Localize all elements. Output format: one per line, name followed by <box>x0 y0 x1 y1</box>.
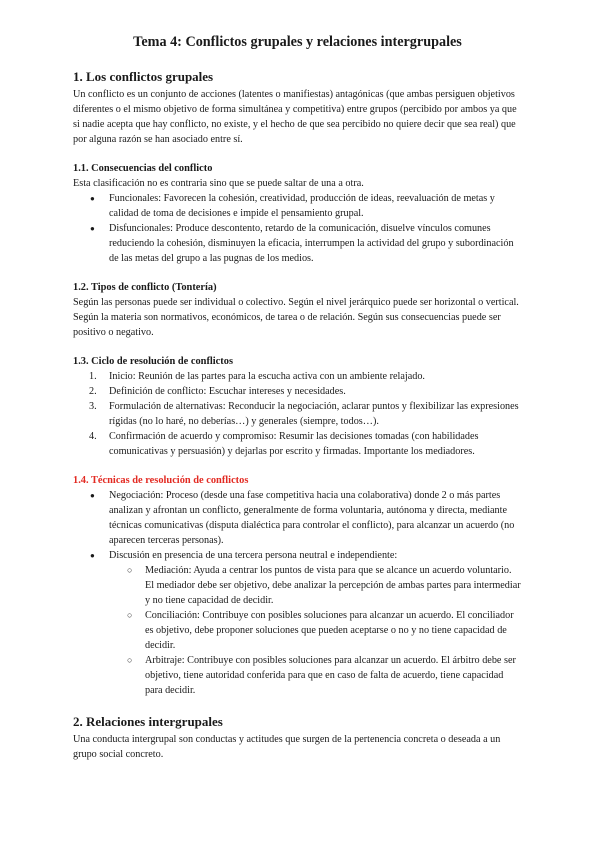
section-heading: 2. Relaciones intergrupales <box>73 714 223 729</box>
sub-bullet-list <box>109 563 522 698</box>
sub-list-item: ○ Mediación: Ayuda a centrar los puntos de vista para que se alcance un acuerdo voluntario. El mediador debe ser objetivo, debe analizar la percepción de ambas partes para intermediar y no tiene capacidad de decidir. <box>73 563 522 608</box>
list-number: 2. <box>89 386 97 397</box>
list-number: 3. <box>89 401 97 412</box>
subsection-heading-highlighted: 1.4. Técnicas de resolución de conflictos <box>73 475 249 486</box>
list-number: 1. <box>89 371 97 382</box>
subsection-heading: 1.1. Consecuencias del conflicto <box>73 163 213 174</box>
bullet-list <box>73 191 522 266</box>
subsection-heading: 1.2. Tipos de conflicto (Tontería) <box>73 282 217 293</box>
list-item: ● Negociación: Proceso (desde una fase competitiva hacia una colaborativa) donde 2 o más partes analizan y afrontan un conflicto, generalmente de forma voluntaria, autónoma y directa, mediante técnicas comunicativas (disputa dialéctica para controlar el conflicto), para alcanzar un acuerdo (no aparecen terceras personas). <box>73 488 522 548</box>
paragraph: Una conducta intergrupal son conductas y actitudes que surgen de la pertenencia concreta o deseada a un grupo social concreto. <box>73 734 501 760</box>
numbered-list <box>73 369 522 459</box>
list-item <box>73 384 522 399</box>
list-number: 4. <box>89 431 97 442</box>
list-item-text: Confirmación de acuerdo y compromiso: Resumir las decisiones tomadas (con habilidades comunicativas y persuasión) y dejarlas por escrito y firmadas. Importante los mediadores. <box>109 431 479 457</box>
paragraph: Un conflicto es un conjunto de acciones (latentes o manifiestas) antagónicas (que ambas persiguen objetivos diferentes o el mismo objetivo de forma simultánea y competitiva) entre grupos (percibido por ambos ya que si nadie acepta que hay conflicto, no existe, y el hecho de que sea percibido no quiere decir que sea real) que por alguna razón se han asociado entre sí. <box>73 89 517 145</box>
subsection-heading: 1.3. Ciclo de resolución de conflictos <box>73 356 233 367</box>
bullet-list <box>73 488 522 698</box>
page-title: Tema 4: Conflictos grupales y relaciones intergrupales <box>133 34 462 50</box>
list-item: ● Funcionales: Favorecen la cohesión, creatividad, producción de ideas, reevaluación de metas y calidad de toma de decisiones e impide el pensamiento grupal. <box>73 191 522 221</box>
list-item <box>73 548 522 698</box>
list-item-text: Inicio: Reunión de las partes para la escucha activa con un ambiente relajado. <box>109 371 425 382</box>
list-item-text: Formulación de alternativas: Reconducir la negociación, aclarar puntos y flexibilizar las expresiones rígidas (no lo haré, no deberías…) y generales (siempre, todos…). <box>109 401 519 427</box>
sub-list-item: ○ Arbitraje: Contribuye con posibles soluciones para alcanzar un acuerdo. El árbitro debe ser objetivo, tiene autoridad conferida para que en caso de falta de acuerdo, tiene capacidad para decidir. <box>73 653 522 698</box>
paragraph: Esta clasificación no es contraria sino que se puede saltar de una a otra. <box>73 178 364 189</box>
paragraph: Según las personas puede ser individual o colectivo. Según el nivel jerárquico puede ser horizontal o vertical. Según la materia son normativos, económicos, de tarea o de relación. Según sus consecuencias puede ser positivo o negativo. <box>73 297 519 338</box>
section-heading: 1. Los conflictos grupales <box>73 69 214 84</box>
list-item: ● Disfuncionales: Produce descontento, retardo de la comunicación, disuelve vínculos comunes reduciendo la cohesión, disminuyen la eficacia, interrumpen la actividad del grupo y subordinación de las metas del grupo a las pugnas de los medios. <box>73 221 522 266</box>
list-item <box>73 369 522 384</box>
list-item-text: Discusión en presencia de una tercera persona neutral e independiente: <box>109 550 398 561</box>
list-item-text: Definición de conflicto: Escuchar intereses y necesidades. <box>109 386 346 397</box>
sub-list-item: ○ Conciliación: Contribuye con posibles soluciones para alcanzar un acuerdo. El conciliador es objetivo, debe proponer soluciones que pueden aceptarse o no y no tiene capacidad de decidir. <box>73 608 522 653</box>
list-item <box>73 429 522 459</box>
list-item <box>73 399 522 429</box>
